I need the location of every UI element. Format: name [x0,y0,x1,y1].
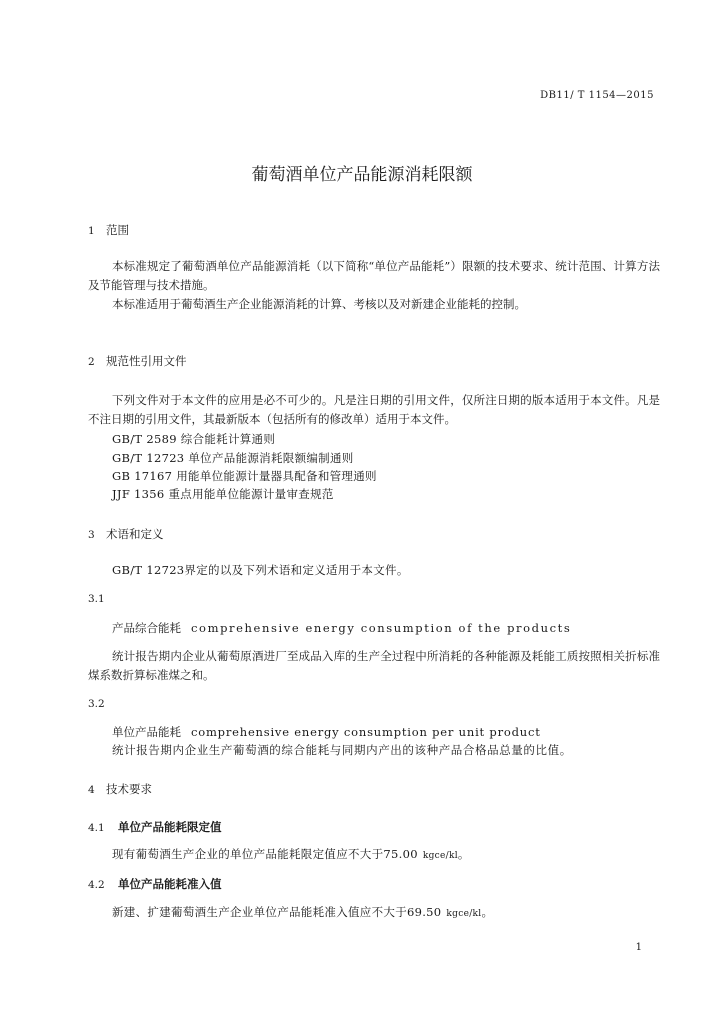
section-1-paragraph-1: 本标准规定了葡萄酒单位产品能源消耗（以下简称“单位产品能耗”）限额的技术要求、统计范围、计算方法及节能管理与技术措施。 [88,259,660,292]
section-title: 规范性引用文件 [106,354,187,368]
term-3-1 [112,620,571,636]
section-3-intro: GB/T 12723界定的以及下列术语和定义适用于本文件。 [112,563,409,577]
document-title: 葡萄酒单位产品能源消耗限额 [251,165,473,185]
section-title: 术语和定义 [106,527,164,541]
section-title: 技术要求 [106,782,152,796]
section-number: 1 [88,225,95,237]
section-number: 4 [88,784,95,796]
term-english: comprehensive energy consumption per unit product [191,725,541,739]
section-4-2-heading [88,876,222,892]
section-4-2-text [112,904,493,920]
section-2-heading [88,353,187,369]
section-4-1-heading [88,819,222,835]
section-title: 单位产品能耗准入值 [118,877,222,891]
unit-label: kgce/kl [422,851,458,861]
section-3-heading [88,526,164,542]
section-number: 4.1 [88,822,105,834]
section-1-paragraph-2: 本标准适用于葡萄酒生产企业能源消耗的计算、考核以及对新建企业能耗的控制。 [112,297,526,311]
section-4-heading [88,781,152,797]
term-chinese: 产品综合能耗 [112,621,181,635]
document-number: DB11/ T 1154—2015 [540,90,654,101]
section-number: 3 [88,529,95,541]
sentence-end: 。 [457,847,470,861]
page-number: 1 [635,942,642,953]
section-title: 单位产品能耗限定值 [118,820,222,834]
section-4-1-text [112,846,470,862]
section-1-heading [88,222,129,238]
section-title: 范围 [106,223,129,237]
unit-label: kgce/kl [446,909,482,919]
term-3-2 [112,724,541,740]
term-chinese: 单位产品能耗 [112,725,181,739]
sentence-end: 。 [481,905,494,919]
reference-item: GB 17167 用能单位能源计量器具配备和管理通则 [112,469,377,483]
term-3-1-number: 3.1 [88,593,105,605]
reference-item: JJF 1356 重点用能单位能源计量审查规范 [112,487,334,501]
term-english: comprehensive energy consumption of the products [191,621,572,635]
term-3-2-number: 3.2 [88,698,105,710]
section-2-paragraph-1: 下列文件对于本文件的应用是必不可少的。凡是注日期的引用文件，仅所注日期的版本适用于本文件。凡是不注日期的引用文件，其最新版本（包括所有的修改单）适用于本文件。 [88,393,660,426]
term-3-2-definition: 统计报告期内企业生产葡萄酒的综合能耗与同期内产出的该种产品合格品总量的比值。 [112,743,572,757]
section-number: 2 [88,356,95,368]
term-3-1-definition: 统计报告期内企业从葡萄原酒进厂至成品入库的生产全过程中所消耗的各种能源及耗能工质按照相关折标准煤系数折算标准煤之和。 [88,649,660,682]
section-number: 4.2 [88,879,105,891]
requirement-text: 现有葡萄酒生产企业的单位产品能耗限定值应不大于75.00 [112,847,418,861]
reference-item: GB/T 12723 单位产品能源消耗限额编制通则 [112,451,354,465]
requirement-text: 新建、扩建葡萄酒生产企业单位产品能耗准入值应不大于69.50 [112,905,442,919]
reference-item: GB/T 2589 综合能耗计算通则 [112,432,276,446]
